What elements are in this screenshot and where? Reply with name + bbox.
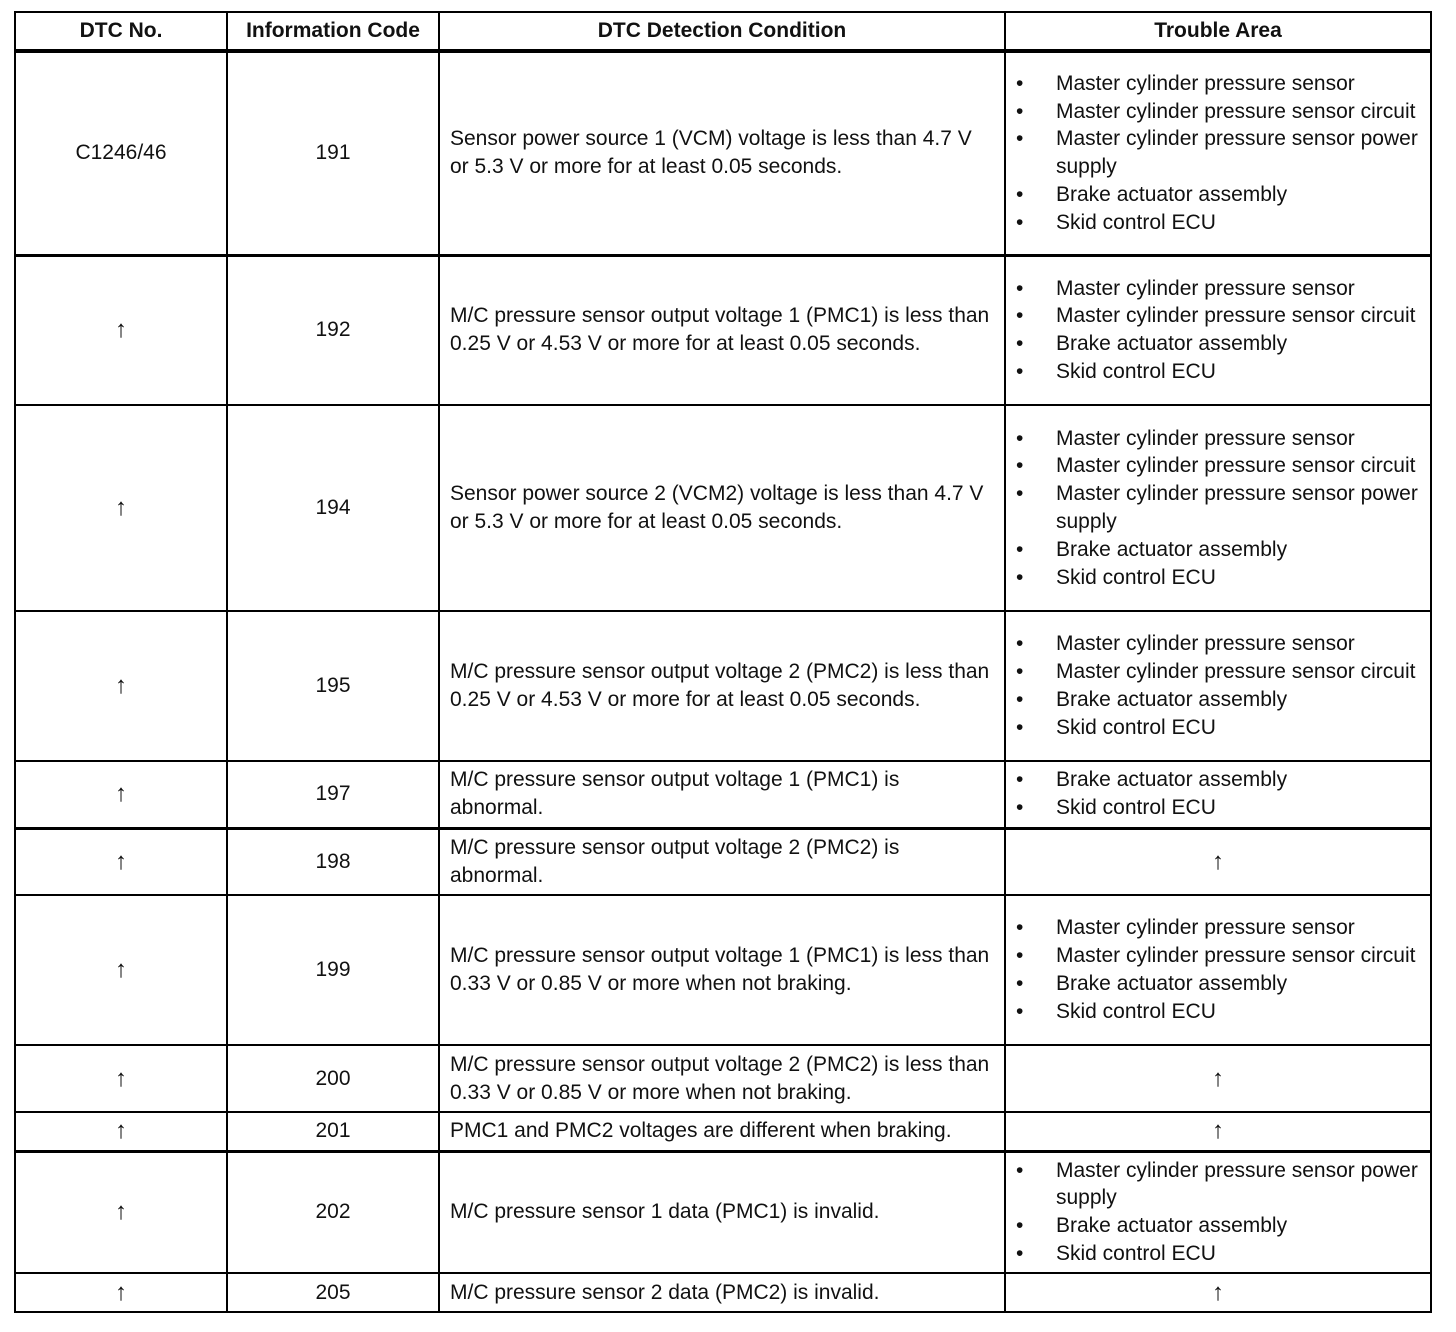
trouble-area-item: Master cylinder pressure sensor circuit [1056, 304, 1416, 328]
list-item [1006, 70, 1430, 98]
cell-trouble-area [1005, 405, 1431, 611]
cell-information-code: 199 [227, 895, 439, 1045]
list-item [1006, 766, 1430, 794]
list-item [1006, 998, 1430, 1026]
header-detection-condition: DTC Detection Condition [439, 12, 1005, 51]
trouble-area-list [1006, 762, 1430, 826]
cell-trouble-area: ↑ [1005, 1273, 1431, 1312]
trouble-area-item: Skid control ECU [1056, 796, 1216, 820]
cell-detection-condition: M/C pressure sensor output voltage 2 (PMC2) is abnormal. [439, 828, 1005, 895]
list-item [1006, 480, 1430, 536]
cell-detection-condition: M/C pressure sensor output voltage 2 (PMC2) is less than 0.25 V or 4.53 V or more for at least 0.05 seconds. [439, 611, 1005, 761]
list-item [1006, 1212, 1430, 1240]
bullet-icon: • [1016, 210, 1024, 234]
cell-dtc-no: ↑ [15, 761, 227, 828]
header-information-code: Information Code [227, 12, 439, 51]
cell-dtc-no: ↑ [15, 1273, 227, 1312]
bullet-icon: • [1016, 632, 1024, 656]
table-row [15, 405, 1431, 611]
trouble-area-item: Master cylinder pressure sensor power supply [1056, 1158, 1418, 1210]
trouble-area-item: Brake actuator assembly [1056, 972, 1288, 995]
cell-detection-condition: M/C pressure sensor 2 data (PMC2) is invalid. [439, 1273, 1005, 1312]
bullet-icon: • [1016, 276, 1024, 300]
list-item [1006, 536, 1430, 564]
list-item [1006, 794, 1430, 822]
cell-dtc-no: ↑ [15, 1112, 227, 1151]
cell-information-code: 197 [227, 761, 439, 828]
list-item [1006, 1240, 1430, 1268]
trouble-area-item: Master cylinder pressure sensor power supply [1056, 127, 1418, 179]
trouble-area-list [1006, 910, 1430, 1029]
bullet-icon: • [1016, 537, 1024, 561]
list-item [1006, 358, 1430, 386]
list-item [1006, 686, 1430, 714]
list-item [1006, 658, 1430, 686]
trouble-area-item: Master cylinder pressure sensor [1056, 426, 1355, 450]
cell-detection-condition: M/C pressure sensor output voltage 2 (PMC2) is less than 0.33 V or 0.85 V or more when not braking. [439, 1045, 1005, 1112]
bullet-icon: • [1016, 183, 1024, 207]
cell-information-code: 192 [227, 255, 439, 405]
cell-trouble-area [1005, 611, 1431, 761]
list-item [1006, 330, 1430, 358]
list-item [1006, 452, 1430, 480]
list-item [1006, 209, 1430, 237]
bullet-icon: • [1016, 360, 1024, 384]
table-row [15, 255, 1431, 405]
trouble-area-item: Skid control ECU [1056, 1242, 1216, 1266]
trouble-area-item: Brake actuator assembly [1056, 688, 1288, 711]
table-row [15, 761, 1431, 828]
trouble-area-item: Master cylinder pressure sensor circuit [1056, 454, 1416, 478]
trouble-area-item: Master cylinder pressure sensor circuit [1056, 660, 1416, 684]
bullet-icon: • [1016, 1214, 1024, 1238]
trouble-area-item: Skid control ECU [1056, 360, 1216, 384]
dtc-table [14, 11, 1432, 1313]
cell-information-code: 191 [227, 51, 439, 255]
bullet-icon: • [1016, 1242, 1024, 1266]
cell-dtc-no: ↑ [15, 611, 227, 761]
cell-trouble-area [1005, 761, 1431, 828]
bullet-icon: • [1016, 715, 1024, 739]
cell-information-code: 194 [227, 405, 439, 611]
cell-dtc-no: ↑ [15, 255, 227, 405]
cell-trouble-area [1005, 895, 1431, 1045]
cell-detection-condition: Sensor power source 2 (VCM2) voltage is less than 4.7 V or 5.3 V or more for at least 0.05 seconds. [439, 405, 1005, 611]
trouble-area-item: Brake actuator assembly [1056, 1214, 1288, 1238]
bullet-icon: • [1016, 71, 1024, 95]
header-row [15, 12, 1431, 51]
trouble-area-list [1006, 66, 1430, 241]
bullet-icon: • [1016, 972, 1024, 995]
cell-information-code: 202 [227, 1151, 439, 1273]
trouble-area-item: Brake actuator assembly [1056, 768, 1288, 792]
trouble-area-item: Master cylinder pressure sensor [1056, 71, 1355, 95]
list-item [1006, 942, 1430, 970]
trouble-area-item: Master cylinder pressure sensor power supply [1056, 482, 1418, 533]
trouble-area-item: Brake actuator assembly [1056, 332, 1288, 356]
cell-detection-condition: M/C pressure sensor 1 data (PMC1) is invalid. [439, 1151, 1005, 1273]
trouble-area-item: Master cylinder pressure sensor [1056, 276, 1355, 300]
cell-dtc-no: ↑ [15, 828, 227, 895]
table-body [15, 51, 1431, 1312]
list-item [1006, 1157, 1430, 1213]
bullet-icon: • [1016, 916, 1024, 940]
trouble-area-item: Brake actuator assembly [1056, 537, 1288, 561]
bullet-icon: • [1016, 660, 1024, 684]
bullet-icon: • [1016, 482, 1024, 506]
list-item [1006, 275, 1430, 303]
bullet-icon: • [1016, 944, 1024, 968]
trouble-area-list [1006, 421, 1430, 596]
cell-dtc-no: ↑ [15, 405, 227, 611]
table-row [15, 895, 1431, 1045]
bullet-icon: • [1016, 426, 1024, 450]
cell-dtc-no: ↑ [15, 1045, 227, 1112]
cell-trouble-area: ↑ [1005, 1112, 1431, 1151]
trouble-area-list [1006, 271, 1430, 390]
trouble-area-list [1006, 1153, 1430, 1272]
cell-information-code: 200 [227, 1045, 439, 1112]
trouble-area-item: Skid control ECU [1056, 999, 1216, 1023]
table-row [15, 611, 1431, 761]
list-item [1006, 564, 1430, 592]
table-row [15, 828, 1431, 895]
cell-detection-condition: M/C pressure sensor output voltage 1 (PMC1) is abnormal. [439, 761, 1005, 828]
cell-trouble-area [1005, 1151, 1431, 1273]
bullet-icon: • [1016, 332, 1024, 356]
list-item [1006, 302, 1430, 330]
cell-information-code: 198 [227, 828, 439, 895]
bullet-icon: • [1016, 127, 1024, 151]
trouble-area-item: Master cylinder pressure sensor [1056, 916, 1355, 940]
table-row [15, 1151, 1431, 1273]
table-row [15, 1045, 1431, 1112]
cell-dtc-no: ↑ [15, 895, 227, 1045]
trouble-area-item: Brake actuator assembly [1056, 183, 1288, 207]
trouble-area-list [1006, 626, 1430, 745]
table-row [15, 1273, 1431, 1312]
bullet-icon: • [1016, 565, 1024, 589]
bullet-icon: • [1016, 796, 1024, 820]
header-trouble-area: Trouble Area [1005, 12, 1431, 51]
cell-detection-condition: M/C pressure sensor output voltage 1 (PMC1) is less than 0.25 V or 4.53 V or more for at least 0.05 seconds. [439, 255, 1005, 405]
list-item [1006, 914, 1430, 942]
bullet-icon: • [1016, 768, 1024, 792]
cell-information-code: 201 [227, 1112, 439, 1151]
trouble-area-item: Master cylinder pressure sensor circuit [1056, 99, 1416, 123]
cell-dtc-no: C1246/46 [15, 51, 227, 255]
list-item [1006, 125, 1430, 181]
bullet-icon: • [1016, 999, 1024, 1023]
cell-trouble-area [1005, 51, 1431, 255]
header-dtc-no: DTC No. [15, 12, 227, 51]
bullet-icon: • [1016, 1158, 1024, 1182]
cell-information-code: 195 [227, 611, 439, 761]
cell-detection-condition: PMC1 and PMC2 voltages are different when braking. [439, 1112, 1005, 1151]
bullet-icon: • [1016, 304, 1024, 328]
cell-trouble-area [1005, 255, 1431, 405]
list-item [1006, 181, 1430, 209]
table-row [15, 1112, 1431, 1151]
cell-information-code: 205 [227, 1273, 439, 1312]
bullet-icon: • [1016, 454, 1024, 478]
list-item [1006, 98, 1430, 126]
cell-detection-condition: Sensor power source 1 (VCM) voltage is less than 4.7 V or 5.3 V or more for at least 0.05 seconds. [439, 51, 1005, 255]
cell-trouble-area: ↑ [1005, 1045, 1431, 1112]
trouble-area-item: Master cylinder pressure sensor [1056, 632, 1355, 656]
bullet-icon: • [1016, 688, 1024, 711]
trouble-area-item: Skid control ECU [1056, 715, 1216, 739]
table-row [15, 51, 1431, 255]
cell-trouble-area: ↑ [1005, 828, 1431, 895]
cell-detection-condition: M/C pressure sensor output voltage 1 (PMC1) is less than 0.33 V or 0.85 V or more when not braking. [439, 895, 1005, 1045]
list-item [1006, 970, 1430, 998]
bullet-icon: • [1016, 99, 1024, 123]
cell-dtc-no: ↑ [15, 1151, 227, 1273]
list-item [1006, 630, 1430, 658]
list-item [1006, 714, 1430, 742]
trouble-area-item: Skid control ECU [1056, 565, 1216, 589]
list-item [1006, 425, 1430, 453]
trouble-area-item: Skid control ECU [1056, 210, 1216, 234]
trouble-area-item: Master cylinder pressure sensor circuit [1056, 944, 1416, 968]
